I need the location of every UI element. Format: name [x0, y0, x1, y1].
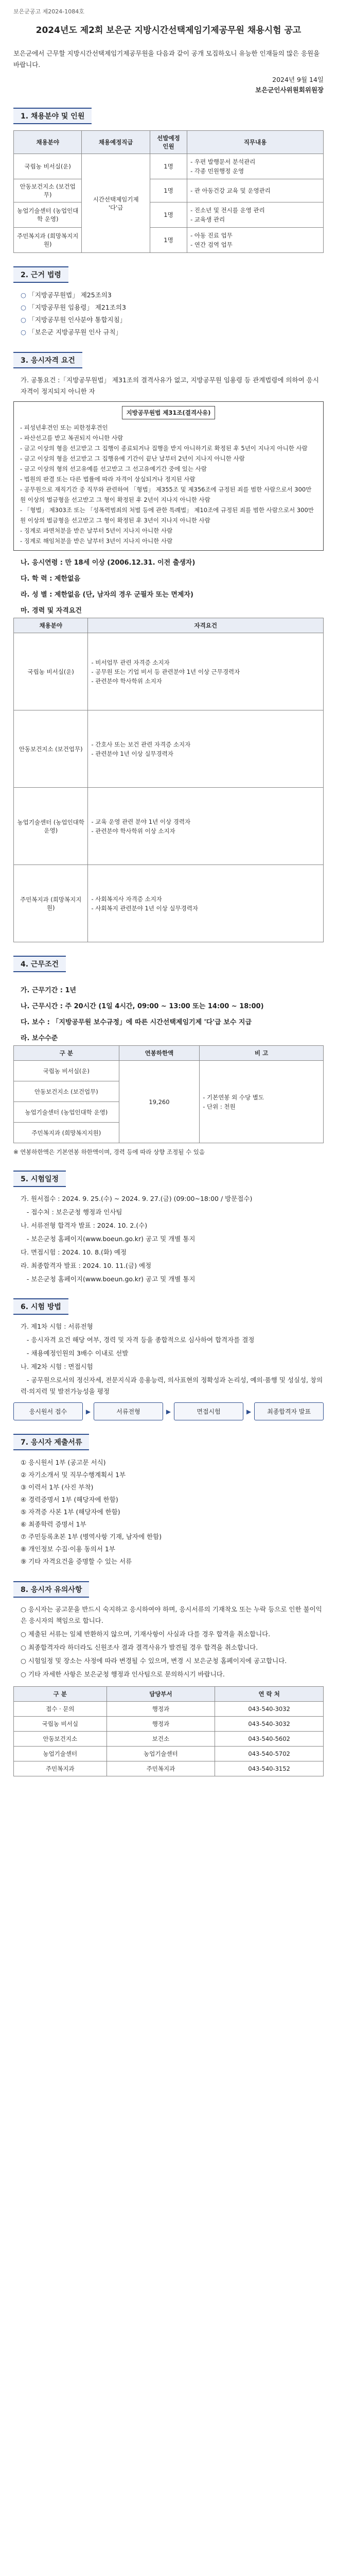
method-item: 가. 제1차 시험 : 서류전형	[21, 1323, 93, 1330]
cell-phone: 043-540-3032	[215, 1702, 324, 1717]
cell-dept: 행정과	[107, 1717, 215, 1732]
cell-field: 안동보건지소 (보건업무)	[14, 179, 82, 202]
col-header: 구 분	[14, 1046, 119, 1061]
cell-req: - 비서업무 관련 자격증 소지자 - 공무원 또는 기업 비서 등 관련분야 1년 이상 근무경력자 - 관련분야 학사학위 소지자	[88, 633, 324, 710]
schedule-item: 가. 원서접수 : 2024. 9. 25.(수) ~ 2024. 9. 27.(금) (09:00~18:00 / 방문접수)	[21, 1195, 253, 1202]
flow-step: 응시원서 접수	[13, 1402, 83, 1420]
section-qualifications	[13, 352, 324, 942]
document-item: ⑦ 주민등록초본 1부 (병역사항 기재, 남자에 한함)	[21, 1533, 162, 1540]
schedule-item: 나. 서류전형 합격자 발표 : 2024. 10. 2.(수)	[21, 1222, 148, 1229]
flow-step: 서류전형	[94, 1402, 163, 1420]
cell-duty: - 아동 진료 업무 - 연간 검역 업무	[187, 228, 324, 253]
cell-field: 국립농 비서실(운)	[14, 1061, 119, 1081]
cell-salary: 19,260	[119, 1061, 200, 1143]
requirements-table	[13, 618, 324, 942]
cell-kind: 안동보건지소	[14, 1732, 107, 1747]
exam-flow	[13, 1402, 324, 1420]
cell-field: 주민복지과 (희망복지지원)	[14, 865, 88, 942]
cell-phone: 043-540-3032	[215, 1717, 324, 1732]
cell-field: 주민복지과 (희망복지지원)	[14, 1123, 119, 1143]
table-row	[14, 633, 324, 710]
box-title: 지방공무원법 제31조(결격사유)	[122, 406, 216, 419]
document-item: ③ 이력서 1부 (사진 부착)	[21, 1483, 94, 1491]
cell-count: 1명	[150, 228, 187, 253]
circle-bullet-icon: ○	[21, 316, 29, 324]
table-row	[14, 154, 324, 179]
section-notes	[13, 1581, 324, 1776]
document-item: ⑤ 자격증 사본 1부 (해당자에 한함)	[21, 1508, 120, 1516]
col-header: 비 고	[200, 1046, 324, 1061]
cell-rank: 시간선택제임기제 '다'급	[82, 154, 150, 253]
flow-step: 최종합격자 발표	[254, 1402, 324, 1420]
section-title: 8. 응시자 유의사항	[13, 1581, 89, 1598]
cell-duty: - 진소년 및 전시를 운영 관리 - 교육생 관리	[187, 202, 324, 228]
table-row	[14, 202, 324, 228]
cell-kind: 국립농 비서실	[14, 1717, 107, 1732]
cell-field: 주민복지과 (희망복지지원)	[14, 228, 82, 253]
cell-field: 농업기술센터 (농업인대학 운영)	[14, 788, 88, 865]
note-item: ○ 응시자는 공고문을 반드시 숙지하고 응시하여야 하며, 응시서류의 기재착오 또는 누락 등으로 인한 불이익은 응시자의 책임으로 합니다.	[21, 1605, 322, 1624]
section-title: 5. 시험일정	[13, 1171, 66, 1187]
cell-count: 1명	[150, 154, 187, 179]
circle-bullet-icon: ○	[21, 303, 29, 311]
document-item: ⑥ 최종학력 증명서 1부	[21, 1520, 86, 1528]
table-row	[14, 865, 324, 942]
cell-phone: 043-540-5702	[215, 1747, 324, 1761]
law-item: ○ 「보은군 지방공무원 인사 규칙」	[21, 328, 122, 336]
cell-kind: 주민복지과	[14, 1761, 107, 1776]
section-title: 6. 시험 방법	[13, 1298, 68, 1315]
gender-requirement: 라. 성 별 : 제한없음 (단, 남자의 경우 군필자 또는 면제자)	[21, 591, 193, 599]
condition-item: 라. 보수수준	[21, 1035, 58, 1042]
positions-table	[13, 130, 324, 253]
law-item: ○ 「지방공무원법」 제25조의3	[21, 291, 112, 299]
cell-count: 1명	[150, 202, 187, 228]
flow-step: 면접시험	[174, 1402, 243, 1420]
col-header: 직무내용	[187, 131, 324, 154]
cell-dept: 주민복지과	[107, 1761, 215, 1776]
common-requirement: 가. 공통요건 :「지방공무원법」 제31조의 결격사유가 없고, 지방공무원 임용령 등 관계법령에 의하여 응시자격이 정지되지 아니한 자	[21, 376, 319, 395]
method-item: - 공무원으로서의 정신자세, 전문지식과 응용능력, 의사표현의 정확성과 논리성, 예의·품행 및 성실성, 창의력·의지력 및 발전가능성을 평정	[21, 1376, 323, 1395]
table-row	[14, 1747, 324, 1761]
document-item: ⑨ 기타 자격요건을 증명할 수 있는 서류	[21, 1557, 132, 1565]
schedule-item: 다. 면접시험 : 2024. 10. 8.(화) 예정	[21, 1248, 127, 1256]
table-row	[14, 1061, 324, 1081]
col-header: 연봉하한액	[119, 1046, 200, 1061]
cell-dept: 농업기술센터	[107, 1747, 215, 1761]
box-item: - 공무원으로 재직기간 중 직무와 관련하여 「형법」 제355조 및 제356조에 규정된 죄를 범한 사람으로서 300만원 이상의 벌금형을 선고받고 그 형이 확정된 후 2년이 지나지 아니한 사람	[20, 486, 312, 503]
box-item: - 징계로 파면처분을 받은 날부터 5년이 지나지 아니한 사람	[20, 527, 173, 534]
method-item: - 응시자격 요건 해당 여부, 경력 및 자격 등을 종합적으로 심사하여 합격자를 결정	[21, 1336, 255, 1344]
table-row	[14, 1702, 324, 1717]
section-schedule	[13, 1171, 324, 1285]
contact-table	[13, 1686, 324, 1776]
pay-table	[13, 1045, 324, 1143]
note-item: ○ 시험일정 및 장소는 사정에 따라 변경될 수 있으며, 변경 시 보은군청 홈페이지에 공고합니다.	[21, 1657, 287, 1665]
arrow-right-icon: ▶	[246, 1408, 252, 1415]
education-requirement: 다. 학 력 : 제한없음	[21, 575, 81, 583]
box-item: - 금고 이상의 형을 선고받고 그 집행유예 기간이 끝난 날부터 2년이 지나지 아니한 사람	[20, 455, 245, 462]
age-requirement: 나. 응시연령 : 만 18세 이상 (2006.12.31. 이전 출생자)	[21, 559, 196, 567]
cell-field: 농업기술센터 (농업인대학 운영)	[14, 1102, 119, 1123]
career-requirement: 마. 경력 및 자격요건	[21, 607, 82, 615]
cell-note: - 기본연봉 외 수당 별도 - 단위 : 천원	[200, 1061, 324, 1143]
notice-date: 2024년 9월 14일	[272, 76, 324, 83]
cell-req: - 간호사 또는 보건 관련 자격증 소지자 - 관련분야 1년 이상 실무경력자	[88, 710, 324, 788]
section-positions	[13, 108, 324, 253]
document-item: ① 응시원서 1부 (공고문 서식)	[21, 1459, 106, 1466]
schedule-item: - 보은군청 홈페이지(www.boeun.go.kr) 공고 및 개별 통지	[21, 1275, 196, 1283]
table-row	[14, 710, 324, 788]
section-title: 2. 근거 법령	[13, 266, 68, 283]
box-item: - 피성년후견인 또는 피한정후견인	[20, 424, 108, 431]
cell-field: 국립농 비서실(운)	[14, 633, 88, 710]
cell-field: 안동보건지소 (보건업무)	[14, 1081, 119, 1102]
col-header: 채용분야	[14, 131, 82, 154]
method-item: 나. 제2차 시험 : 면접시험	[21, 1363, 93, 1370]
circle-bullet-icon: ○	[21, 291, 29, 299]
table-row	[14, 179, 324, 202]
cell-phone: 043-540-5602	[215, 1732, 324, 1747]
section-title: 7. 응시자 제출서류	[13, 1434, 89, 1450]
cell-dept: 보건소	[107, 1732, 215, 1747]
note-item: ○ 기타 자세한 사항은 보은군청 행정과 인사팀으로 문의하시기 바랍니다.	[21, 1670, 225, 1678]
schedule-item: 라. 최종합격자 발표 : 2024. 10. 11.(금) 예정	[21, 1262, 152, 1269]
col-header: 담당부서	[107, 1687, 215, 1702]
box-item: - 금고 이상의 형을 선고받고 그 집행이 종료되거나 집행을 받지 아니하기로 확정된 후 5년이 지나지 아니한 사람	[20, 445, 308, 452]
law-item: ○ 「지방공무원 임용령」 제21조의3	[21, 303, 126, 311]
section-title: 1. 채용분야 및 인원	[13, 108, 92, 124]
table-row	[14, 788, 324, 865]
disqualification-box	[13, 401, 324, 551]
cell-count: 1명	[150, 179, 187, 202]
condition-item: 다. 보수 : 「지방공무원 보수규정」에 따른 시간선택제임기제 '다'급 보수 지급	[21, 1019, 252, 1026]
cell-field: 국립농 비서실(운)	[14, 154, 82, 179]
intro-text: 보은군에서 근무할 지방시간선택제임기제공무원을 다음과 같이 공개 모집하오니 유능한 인재들의 많은 응원을 바랍니다.	[13, 49, 320, 69]
col-header: 선발예정 인원	[150, 131, 187, 154]
section-laws	[13, 266, 324, 338]
box-item: - 「형법」 제303조 또는 「성폭력범죄의 처벌 등에 관한 특례법」 제10조에 규정된 죄를 범한 사람으로서 300만원 이상의 벌금형을 선고받고 그 형이 확정된 후 3년이 지나지 아니한 사람	[20, 506, 314, 524]
cell-kind: 접수 · 문의	[14, 1702, 107, 1717]
condition-item: 나. 근무시간 : 주 20시간 (1일 4시간, 09:00 ~ 13:00 또는 14:00 ~ 18:00)	[21, 1003, 264, 1010]
note-item: ○ 제출된 서류는 일체 반환하지 않으며, 기재사항이 사실과 다를 경우 합격을 취소합니다.	[21, 1630, 271, 1638]
cell-dept: 행정과	[107, 1702, 215, 1717]
table-row	[14, 1717, 324, 1732]
box-item: - 법원의 판결 또는 다른 법률에 따라 자격이 상실되거나 정지된 사람	[20, 476, 196, 483]
box-item: - 파산선고를 받고 복권되지 아니한 사람	[20, 434, 123, 442]
col-header: 채용분야	[14, 618, 88, 633]
col-header: 구 분	[14, 1687, 107, 1702]
schedule-item: - 보은군청 홈페이지(www.boeun.go.kr) 공고 및 개별 통지	[21, 1235, 196, 1243]
section-exam-method	[13, 1298, 324, 1420]
col-header: 연 락 처	[215, 1687, 324, 1702]
table-row	[14, 1761, 324, 1776]
note-item: ○ 최종합격자라 하더라도 신원조사 결과 결격사유가 발견될 경우 합격을 취소합니다.	[21, 1643, 258, 1651]
page-title: 2024년도 제2회 보은군 지방시간선택제임기제공무원 채용시험 공고	[36, 25, 301, 36]
cell-duty: - 관 아동건강 교육 및 운영관리	[187, 179, 324, 202]
cell-duty: - 우편 발행문서 분석관리 - 각종 민원행정 운영	[187, 154, 324, 179]
law-item: ○ 「지방공무원 인사분야 통합지침」	[21, 316, 127, 324]
document-item: ② 자기소개서 및 직무수행계획서 1부	[21, 1471, 126, 1479]
pay-note: ※ 연봉하한액은 기본연봉 하한액이며, 경력 등에 따라 상향 조정될 수 있음	[13, 1148, 205, 1156]
arrow-right-icon: ▶	[85, 1408, 91, 1415]
cell-field: 농업기술센터 (농업인대학 운영)	[14, 202, 82, 228]
document-item: ④ 경력증명서 1부 (해당자에 한함)	[21, 1496, 118, 1503]
table-row	[14, 228, 324, 253]
condition-item: 가. 근무기간 : 1년	[21, 987, 77, 994]
cell-kind: 농업기술센터	[14, 1747, 107, 1761]
section-documents	[13, 1434, 324, 1568]
cell-field: 안동보건지소 (보건업무)	[14, 710, 88, 788]
method-item: - 채용예정인원의 3배수 이내로 선발	[21, 1349, 129, 1357]
notice-number: 보은군공고 제2024-1084호	[13, 8, 84, 15]
section-title: 3. 응시자격 요건	[13, 352, 82, 368]
box-item: - 금고 이상의 형의 선고유예를 선고받고 그 선고유예기간 중에 있는 사람	[20, 465, 207, 472]
box-item: - 징계로 해임처분을 받은 날부터 3년이 지나지 아니한 사람	[20, 537, 173, 545]
section-conditions	[13, 956, 324, 1157]
section-title: 4. 근무조건	[13, 956, 66, 972]
cell-req: - 교육 운영 관련 분야 1년 이상 경력자 - 관련분야 학사학위 이상 소지자	[88, 788, 324, 865]
schedule-item: - 접수처 : 보은군청 행정과 인사팀	[21, 1208, 122, 1216]
col-header: 자격요건	[88, 618, 324, 633]
cell-req: - 사회복지사 자격증 소지자 - 사회복지 관련분야 1년 이상 실무경력자	[88, 865, 324, 942]
circle-bullet-icon: ○	[21, 328, 29, 336]
col-header: 채용예정직급	[82, 131, 150, 154]
arrow-right-icon: ▶	[166, 1408, 171, 1415]
document-item: ⑧ 개인정보 수집·이용 동의서 1부	[21, 1545, 115, 1553]
cell-phone: 043-540-3152	[215, 1761, 324, 1776]
issuing-org: 보은군인사위원회위원장	[255, 86, 324, 94]
table-row	[14, 1732, 324, 1747]
